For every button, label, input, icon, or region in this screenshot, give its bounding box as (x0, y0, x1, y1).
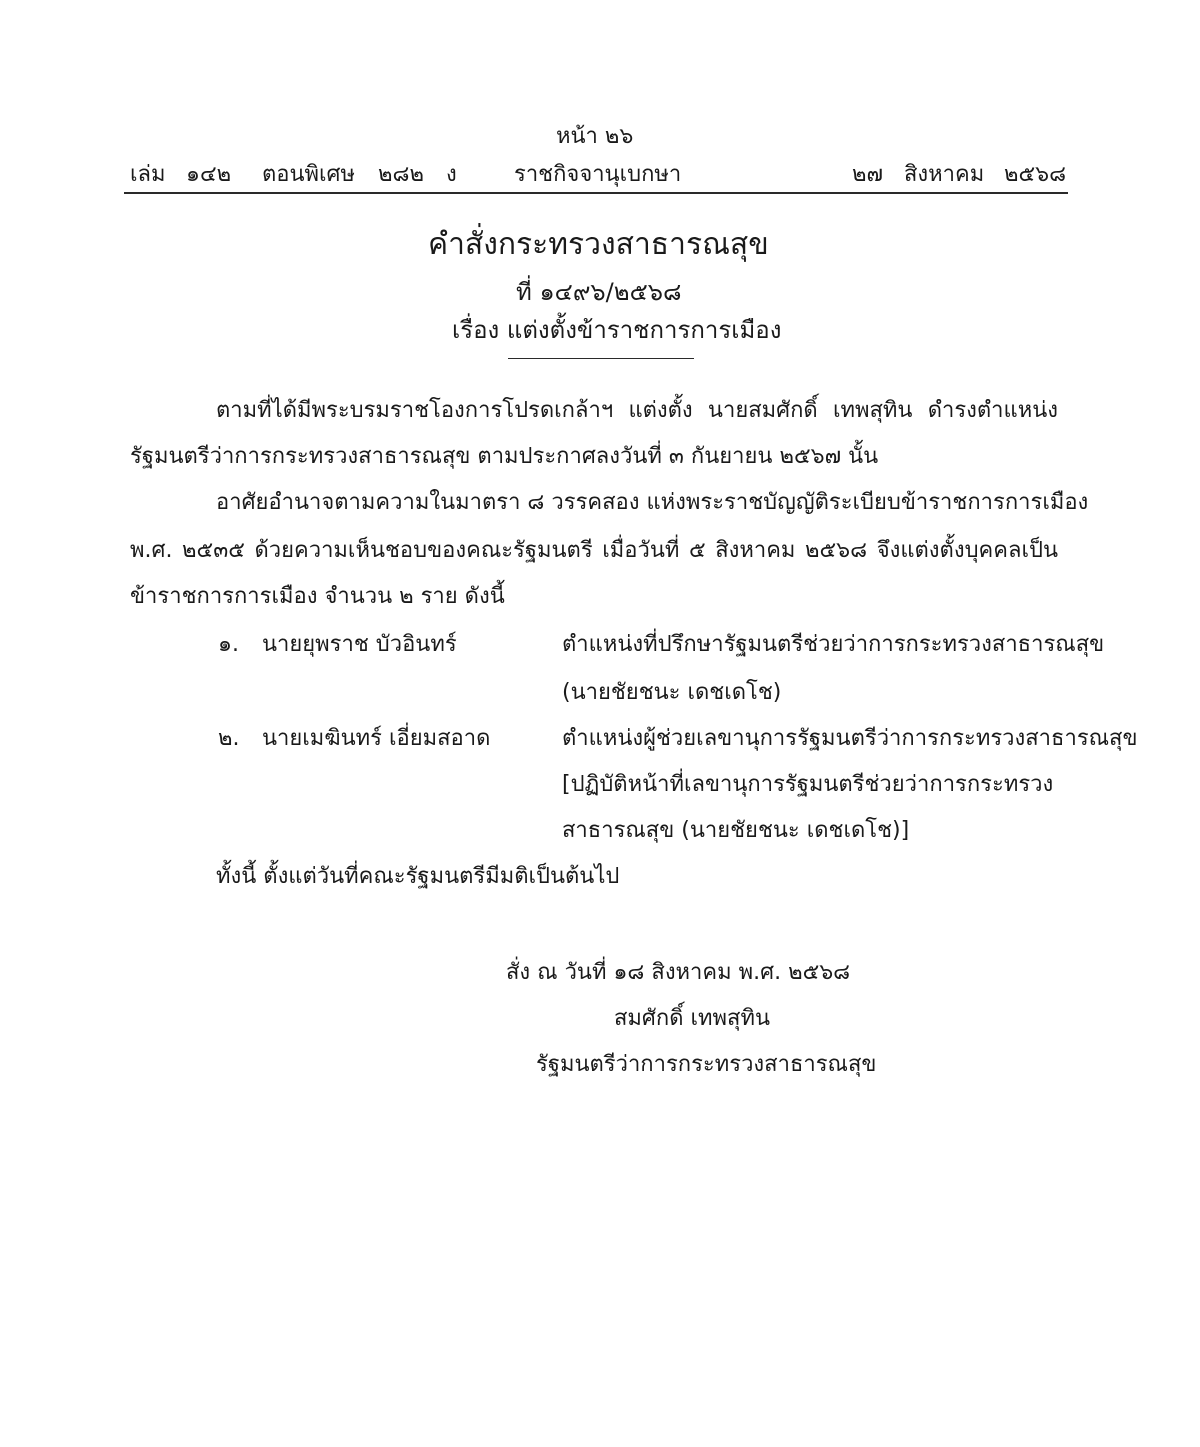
appointee-name: นายเมฆินทร์ เอี่ยมสอาด (262, 726, 491, 751)
section-letter: ง (446, 162, 457, 187)
paragraph-2-line-1: อาศัยอำนาจตามความในมาตรา ๘ วรรคสอง แห่งพระราชบัญญัติระเบียบข้าราชการการเมือง (216, 490, 1089, 515)
signer-title: รัฐมนตรีว่าการกระทรวงสาธารณสุข (536, 1052, 877, 1077)
gazette-name: ราชกิจจานุเบกษา (514, 162, 682, 187)
paragraph-2-line-3: ข้าราชการการเมือง จำนวน ๒ ราย ดังนี้ (130, 584, 505, 609)
appointee-position-line: [ปฏิบัติหน้าที่เลขานุการรัฐมนตรีช่วยว่าการกระทรวง (562, 772, 1054, 797)
paragraph-2-line-2: พ.ศ. ๒๕๓๕ ด้วยความเห็นชอบของคณะรัฐมนตรี เมื่อวันที่ ๕ สิงหาคม ๒๕๖๘ จึงแต่งตั้งบุคคลเป็น (130, 538, 1058, 563)
page-number: หน้า ๒๖ (556, 124, 634, 149)
appointee-name: นายยุพราช บัวอินทร์ (262, 632, 457, 657)
title-underline (508, 358, 694, 359)
header-date-month: สิงหาคม (904, 162, 985, 187)
document-number: ที่ ๑๔๙๖/๒๕๖๘ (516, 278, 682, 306)
ordered-date: สั่ง ณ วันที่ ๑๘ สิงหาคม พ.ศ. ๒๕๖๘ (506, 960, 851, 985)
signer-name: สมศักดิ์ เทพสุทิน (614, 1006, 770, 1031)
appointee-position-line: (นายชัยชนะ เดชเดโช) (562, 680, 782, 705)
volume-label: เล่ม (130, 162, 166, 187)
header-date-year: ๒๕๖๘ (1004, 162, 1067, 187)
section-label: ตอนพิเศษ (262, 162, 356, 187)
appointee-position-line: ตำแหน่งที่ปรึกษารัฐมนตรีช่วยว่าการกระทรวงสาธารณสุข (562, 632, 1105, 657)
header-date-day: ๒๗ (852, 162, 884, 187)
document-title: คำสั่งกระทรวงสาธารณสุข (428, 227, 769, 262)
section-number: ๒๘๒ (378, 162, 424, 187)
document-subject: เรื่อง แต่งตั้งข้าราชการการเมือง (452, 316, 782, 344)
volume-number: ๑๔๒ (186, 162, 232, 187)
paragraph-1-line-1: ตามที่ได้มีพระบรมราชโองการโปรดเกล้าฯ แต่งตั้ง นายสมศักดิ์ เทพสุทิน ดำรงตำแหน่ง (216, 398, 1058, 423)
appointee-index: ๒. (218, 726, 240, 751)
appointee-position-line: สาธารณสุข (นายชัยชนะ เดชเดโช)] (562, 818, 910, 843)
appointee-index: ๑. (218, 632, 239, 657)
paragraph-1-line-2: รัฐมนตรีว่าการกระทรวงสาธารณสุข ตามประกาศลงวันที่ ๓ กันยายน ๒๕๖๗ นั้น (130, 444, 879, 469)
appointee-position-line: ตำแหน่งผู้ช่วยเลขานุการรัฐมนตรีว่าการกระทรวงสาธารณสุข (562, 726, 1138, 751)
header-divider (124, 192, 1068, 194)
effective-clause: ทั้งนี้ ตั้งแต่วันที่คณะรัฐมนตรีมีมติเป็นต้นไป (216, 864, 620, 889)
